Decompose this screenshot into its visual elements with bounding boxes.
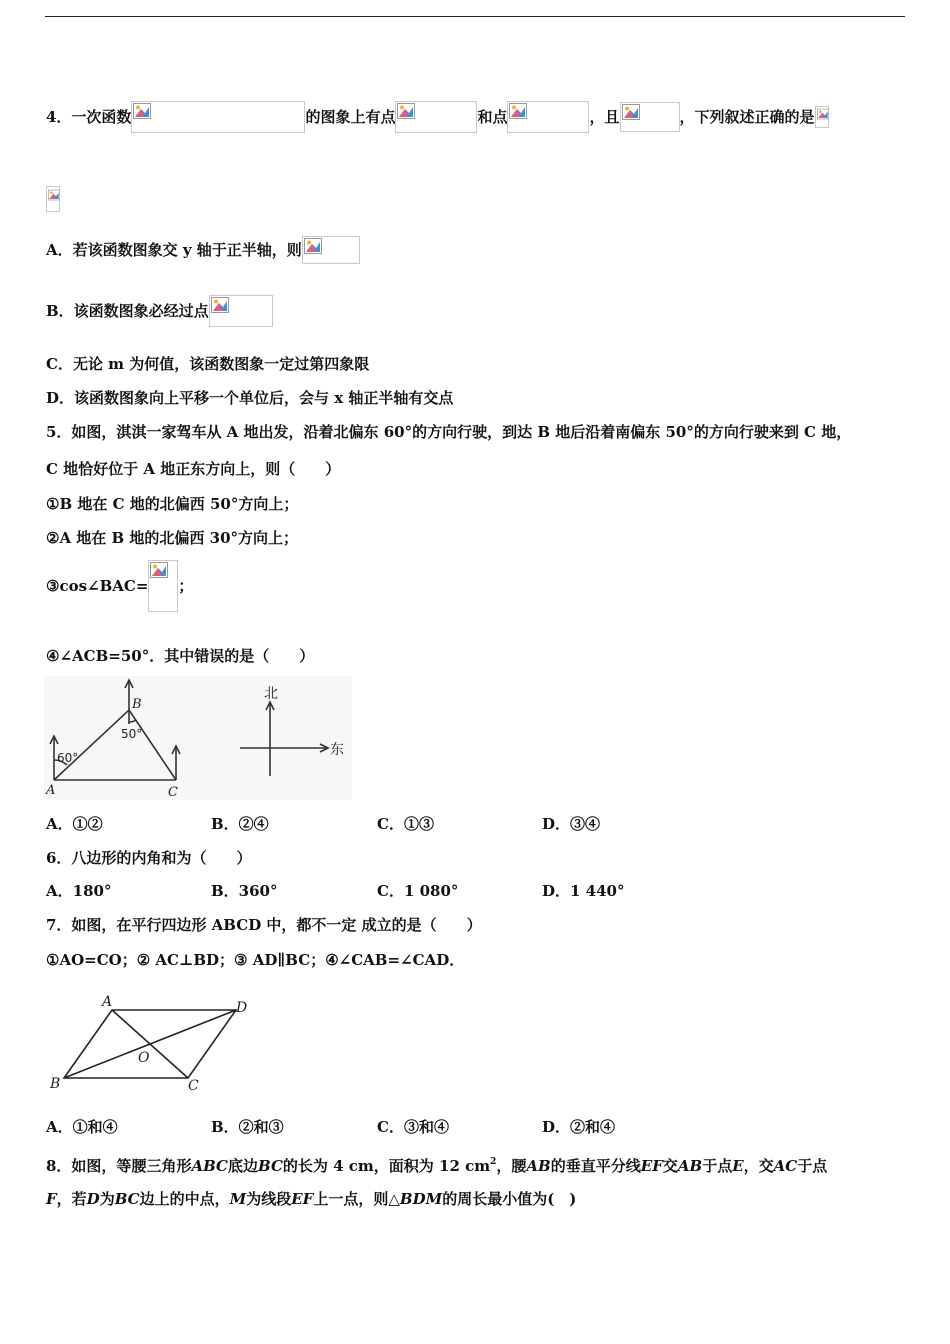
q8-text: ，交 xyxy=(743,1157,774,1175)
formula-image-point1 xyxy=(395,101,477,133)
q7-stem: 7．如图，在平行四边形 ABCD 中，都不一定 成立的是（ ） xyxy=(46,916,482,934)
q6-option-c: C．1 080° xyxy=(377,882,459,900)
q5-statement-2: ②A 地在 B 地的北偏西 30°方向上； xyxy=(46,529,299,547)
angle-label-50: 50° xyxy=(121,727,143,741)
broken-image-icon xyxy=(509,103,527,119)
q8-text: 的垂直平分线 xyxy=(550,1157,641,1175)
q8-text: 的长为 4 cm，面积为 12 cm xyxy=(282,1157,491,1175)
q4-option-c: C．无论 m 为何值，该函数图象一定过第四象限 xyxy=(46,355,370,373)
label-d: D xyxy=(236,1000,248,1016)
formula-image-option-b xyxy=(209,295,273,327)
q5-statement-1: ①B 地在 C 地的北偏西 50°方向上； xyxy=(46,495,299,513)
q8-text: 8．如图，等腰三角形 xyxy=(46,1157,192,1175)
compass-label-east: 东 xyxy=(330,742,344,758)
q8-text: ，若 xyxy=(56,1190,87,1208)
formula-image-function xyxy=(131,101,305,133)
formula-image-cos xyxy=(148,560,178,612)
q8-text: 的周长最小值为( ) xyxy=(442,1190,577,1208)
label-b: B xyxy=(50,1076,61,1092)
q8-var: D xyxy=(86,1190,100,1208)
formula-image-blank xyxy=(815,106,829,128)
q4-text-2: 的图象上有点 xyxy=(305,108,396,126)
q6-stem: 6．八边形的内角和为（ ） xyxy=(46,849,252,867)
label-a: A xyxy=(102,994,113,1010)
broken-image-icon xyxy=(133,103,151,119)
formula-image-small xyxy=(46,186,60,212)
figure-background xyxy=(44,676,352,800)
q8-var: BC xyxy=(258,1157,283,1175)
label-b: B xyxy=(132,697,142,712)
q7-conditions: ①AO=CO；② AC⊥BD；③ AD∥BC；④∠CAB=∠CAD． xyxy=(46,951,465,969)
q8-var: ABC xyxy=(191,1157,228,1175)
q5-option-d: D．③④ xyxy=(542,815,601,833)
q4-text-3: 和点 xyxy=(477,108,508,126)
q4-option-a xyxy=(46,236,360,264)
q8-text: ，腰 xyxy=(496,1157,527,1175)
q7-option-d: D．②和④ xyxy=(542,1118,616,1136)
label-a: A xyxy=(46,783,56,798)
q8-text: 于点 xyxy=(702,1157,733,1175)
q8-var: BDM xyxy=(399,1190,443,1208)
q5-direction-figure xyxy=(44,676,352,800)
formula-image-condition xyxy=(620,102,680,132)
q4-option-d: D．该函数图象向上平移一个单位后，会与 x 轴正半轴有交点 xyxy=(46,389,454,407)
q5-stem-line1: 5．如图，淇淇一家驾车从 A 地出发，沿着北偏东 60°的方向行驶，到达 B 地后沿着南偏东 50°的方向行驶来到 C 地， xyxy=(46,423,852,441)
q8-text: 上一点，则△ xyxy=(313,1190,400,1208)
q8-text: 于点 xyxy=(797,1157,828,1175)
diagonal-bd xyxy=(64,1010,236,1078)
q8-text: 为线段 xyxy=(246,1190,292,1208)
q8-text: 交 xyxy=(662,1157,678,1175)
q6-option-b: B．360° xyxy=(211,882,278,900)
q5-statement-3-end: ； xyxy=(178,577,194,595)
q4-stem-line2 xyxy=(46,186,60,212)
broken-image-icon xyxy=(211,297,229,313)
q8-var: AB xyxy=(526,1157,551,1175)
q8-var: BC xyxy=(114,1190,140,1208)
header-rule xyxy=(45,16,905,17)
q8-var: EF xyxy=(291,1190,314,1208)
broken-image-icon xyxy=(48,188,60,202)
broken-image-icon xyxy=(397,103,415,119)
q8-text: 边上的中点， xyxy=(139,1190,230,1208)
q8-stem-line1 xyxy=(46,1152,827,1176)
q4-text-5: ，下列叙述正确的是 xyxy=(679,108,815,126)
broken-image-icon xyxy=(622,104,640,120)
q4-text-4: ，且 xyxy=(589,108,620,126)
label-o: O xyxy=(138,1050,150,1066)
formula-image-point2 xyxy=(507,101,589,133)
broken-image-icon xyxy=(817,108,829,120)
q5-option-b: B．②④ xyxy=(211,815,269,833)
q5-statement-3-text: ③cos∠BAC= xyxy=(46,577,149,595)
q5-option-a: A．①② xyxy=(46,815,103,833)
q8-var: F xyxy=(46,1190,57,1208)
label-c: C xyxy=(188,1078,199,1092)
q4-option-b-text: B．该函数图象必经过点 xyxy=(46,302,209,320)
q4-text-1: 4．一次函数 xyxy=(46,108,132,126)
broken-image-icon xyxy=(150,562,168,578)
formula-image-option-a xyxy=(302,236,360,264)
q4-stem xyxy=(46,101,829,133)
q4-option-b xyxy=(46,295,273,327)
q8-stem-line2 xyxy=(46,1188,576,1209)
q5-statement-3 xyxy=(46,560,193,612)
q8-var: EF xyxy=(640,1157,663,1175)
q8-var: AB xyxy=(677,1157,703,1175)
q8-var: E xyxy=(732,1157,744,1175)
q5-stem-line2: C 地恰好位于 A 地正东方向上，则（ ） xyxy=(46,460,341,478)
q6-option-d: D．1 440° xyxy=(542,882,625,900)
q7-option-c: C．③和④ xyxy=(377,1118,449,1136)
q7-option-b: B．②和③ xyxy=(211,1118,284,1136)
compass-label-north: 北 xyxy=(264,686,278,702)
q8-var: AC xyxy=(773,1157,798,1175)
q6-option-a: A．180° xyxy=(46,882,112,900)
q4-option-a-text: A．若该函数图象交 y 轴于正半轴，则 xyxy=(46,241,302,259)
q8-text: 为 xyxy=(99,1190,115,1208)
q5-statement-4: ④∠ACB=50°．其中错误的是（ ） xyxy=(46,647,315,665)
q5-option-c: C．①③ xyxy=(377,815,434,833)
q8-superscript: 2 xyxy=(490,1157,497,1167)
label-c: C xyxy=(168,785,178,800)
q7-parallelogram-figure xyxy=(46,992,256,1092)
q7-option-a: A．①和④ xyxy=(46,1118,118,1136)
angle-label-60: 60° xyxy=(57,751,79,765)
q8-var: M xyxy=(229,1190,247,1208)
q8-text: 底边 xyxy=(228,1157,259,1175)
broken-image-icon xyxy=(304,238,322,254)
